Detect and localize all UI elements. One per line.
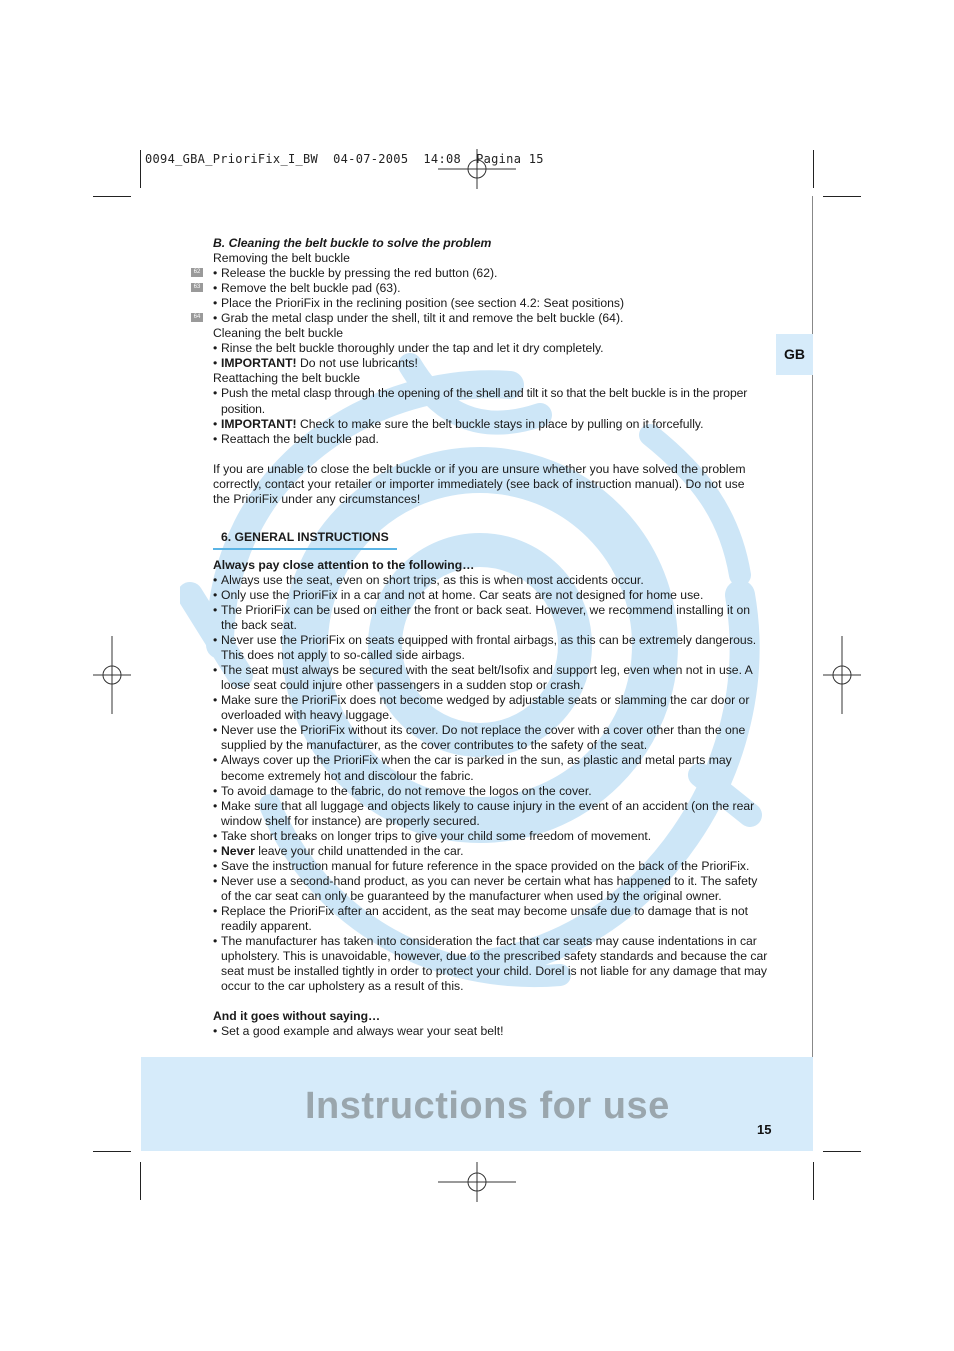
crop-mark [140, 150, 141, 188]
list-item: • Make sure that all luggage and objects likely to cause injury in the event of an accident (on the rear window shelf for instance) are properly secured. [213, 799, 768, 829]
subheading: Reattaching the belt buckle [213, 371, 361, 386]
list-item: • Set a good example and always wear your seat belt! [213, 1024, 768, 1039]
never-label: Never [221, 843, 255, 858]
section-heading: 6. GENERAL INSTRUCTIONS [213, 530, 397, 550]
crop-mark [823, 1151, 861, 1152]
list-item: • To avoid damage to the fabric, do not remove the logos on the cover. [213, 784, 768, 799]
registration-mark-icon [823, 636, 861, 714]
list-item: • Save the instruction manual for future reference in the space provided on the back of the PrioriFix. [213, 859, 768, 874]
list-item: • Grab the metal clasp under the shell, tilt it and remove the belt buckle (64). [213, 311, 768, 326]
important-label: IMPORTANT! [221, 356, 297, 371]
important-text: Do not use lubricants! [296, 356, 418, 371]
section-title: B. Cleaning the belt buckle to solve the problem [213, 236, 492, 250]
list-item [213, 844, 768, 859]
list-item: • Always cover up the PrioriFix when the car is parked in the sun, as plastic and metal parts may become extremely hot and discolour the fabric. [213, 753, 768, 783]
never-text: leave your child unattended in the car. [254, 843, 464, 858]
crop-mark [93, 1151, 131, 1152]
print-header: 0094_GBA_PrioriFix_I_BW 04-07-2005 14:08 Pagina 15 [145, 152, 544, 166]
list-item: • Take short breaks on longer trips to give your child some freedom of movement. [213, 829, 768, 844]
registration-mark-icon [438, 1162, 516, 1202]
figure-ref-badge: 62 [191, 268, 203, 277]
list-item: • The seat must always be secured with the seat belt/Isofix and support leg, even when not in use. A loose seat could injure other passengers in a sudden stop or crash. [213, 663, 768, 693]
crop-mark [823, 196, 861, 197]
important-text: Check to make sure the belt buckle stays in place by pulling on it forcefully. [296, 416, 704, 431]
list-item [213, 417, 768, 432]
list-item: • Reattach the belt buckle pad. [213, 432, 768, 447]
list-item: • The manufacturer has taken into consideration the fact that car seats may cause indentations in car upholstery. This is unavoidable, however, due to the prescribed safety standards and because the car seat must be installed tightly in order to protect your child. Dorel is not liable for any damage that may occur to the car upholstery as a result of this. [213, 934, 768, 994]
list-item: • Never use the PrioriFix without its cover. Do not replace the cover with a cover other than the one supplied by the manufacturer, as the cover contributes to the safety of the seat. [213, 723, 768, 753]
list-item: • Place the PrioriFix in the reclining position (see section 4.2: Seat positions) [213, 296, 768, 311]
page-number: 15 [757, 1122, 772, 1137]
lead-text: Always pay close attention to the following… [213, 557, 475, 572]
list-item: • The PrioriFix can be used on either the front or back seat. However, we recommend installing it on the back seat. [213, 603, 768, 633]
language-code: GB [784, 346, 805, 362]
list-item: • Never use the PrioriFix on seats equipped with frontal airbags, as this can be extremely dangerous. This does not apply to so-called side airbags. [213, 633, 768, 663]
list-item: • Replace the PrioriFix after an accident, as the seat may become unsafe due to damage that is not readily apparent. [213, 904, 768, 934]
list-item: • Remove the belt buckle pad (63). [213, 281, 768, 296]
subheading: Cleaning the belt buckle [213, 326, 344, 341]
crop-mark [813, 150, 814, 188]
warning-paragraph: If you are unable to close the belt buckle or if you are unsure whether you have solved the problem correctly, contact your retailer or importer immediately (see back of instruction manual). Do not use the PrioriFix under any circumstances! [213, 461, 746, 506]
registration-mark-icon [93, 636, 131, 714]
list-item [213, 356, 768, 371]
language-tab [776, 334, 813, 375]
list-item: • Rinse the belt buckle thoroughly under the tap and let it dry completely. [213, 341, 768, 356]
important-label: IMPORTANT! [221, 416, 297, 431]
closing-lead: And it goes without saying… [213, 1009, 381, 1024]
subheading: Removing the belt buckle [213, 251, 350, 266]
page-body [213, 236, 768, 1039]
list-item: • Only use the PrioriFix in a car and not at home. Car seats are not designed for home use. [213, 588, 768, 603]
crop-mark [140, 1162, 141, 1200]
figure-ref-badge: 63 [191, 283, 203, 292]
figure-ref-badge: 64 [191, 313, 203, 322]
list-item: • Make sure the PrioriFix does not become wedged by adjustable seats or slamming the car door or overloaded with heavy luggage. [213, 693, 768, 723]
list-item: • Always use the seat, even on short trips, as this is when most accidents occur. [213, 573, 768, 588]
footer-title: Instructions for use [305, 1085, 670, 1127]
list-item: • Push the metal clasp through the opening of the shell and tilt it so that the belt buckle is in the proper position. [213, 386, 768, 416]
crop-mark [813, 1162, 814, 1200]
crop-mark [93, 196, 131, 197]
list-item: • Never use a second-hand product, as you can never be certain what has happened to it. The safety of the car seat can only be guaranteed by the manufacturer when used by the original owner. [213, 874, 768, 904]
list-item: • Release the buckle by pressing the red button (62). [213, 266, 768, 281]
